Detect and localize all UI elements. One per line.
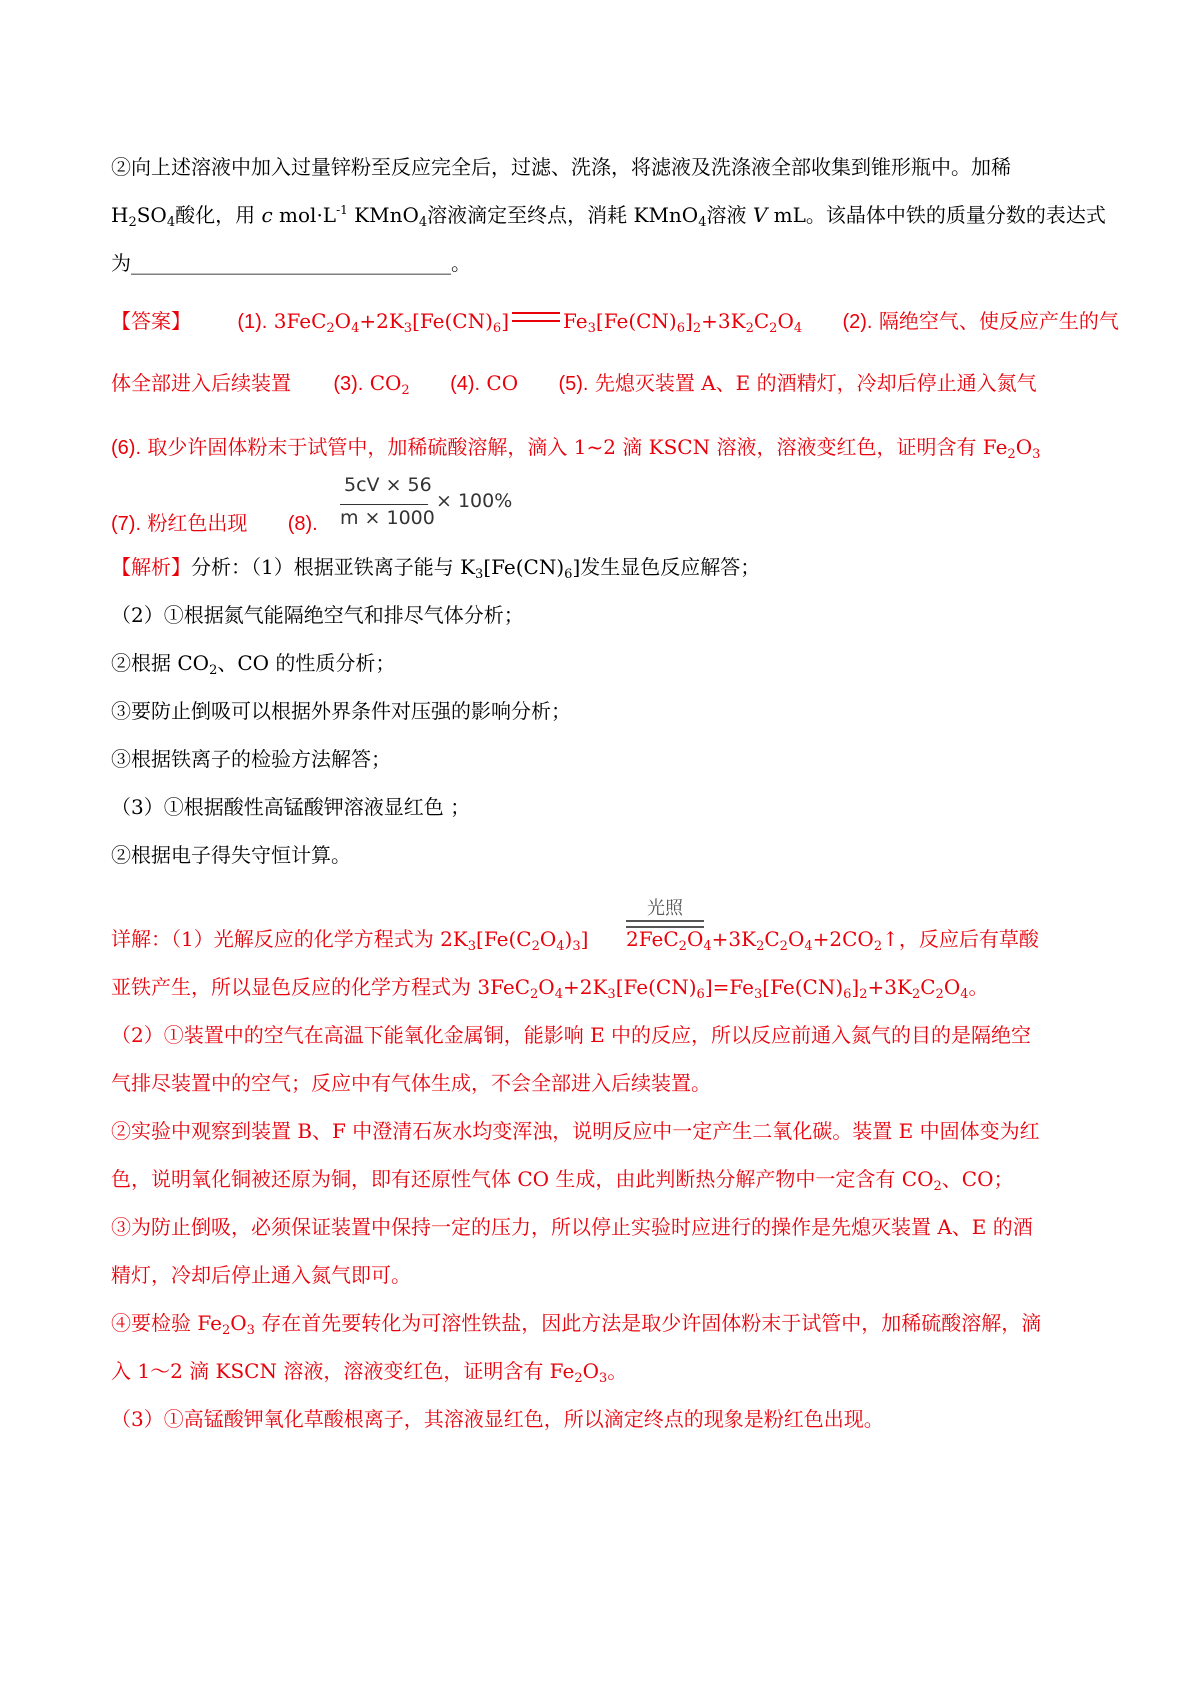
subscript: 2 (779, 939, 788, 954)
analysis-line-3: ②根据 $CO_2$、CO 的性质分析； (111, 651, 396, 678)
subscript: 3 (587, 321, 596, 336)
answer-1-equation-left: $3FeC_2O_4+2K_3[Fe(CN)_6]$ (273, 309, 509, 336)
answer-label: 【答案】 (111, 309, 191, 333)
formula-numerator: 5cV × 56 (344, 474, 432, 496)
detail-line-8: 精灯，冷却后停止通入氮气即可。 (111, 1263, 411, 1287)
detail-line-6: 色，说明氧化铜被还原为铜，即有还原性气体 CO 生成，由此判断热分解产物中一定含有 $CO_2$、CO； (111, 1167, 1014, 1194)
answer-line-3 (111, 432, 1040, 463)
analysis-line-6: （3）①根据酸性高锰酸钾溶液显红色 ； (111, 795, 471, 819)
subscript: 2 (574, 1371, 583, 1386)
detail-line-7: ③为防止倒吸，必须保证装置中保持一定的压力，所以停止实验时应进行的操作是先熄灭装置 A、E 的酒 (111, 1215, 1033, 1239)
detail-text: 详解：（1）光解反应的化学方程式为 $2K_3[Fe(C_2O_4)_3]$ (111, 927, 589, 954)
subscript: 2 (692, 321, 702, 336)
answer-line-1 (111, 306, 1119, 337)
answer-4-text: CO (486, 371, 519, 395)
subscript: 2 (326, 321, 335, 336)
q2-sup: -1 (336, 203, 348, 217)
subscript: 3 (1032, 447, 1041, 462)
answer-line-2 (111, 368, 1037, 399)
q2-part: mol·L (272, 203, 337, 227)
subscript: 3 (572, 939, 581, 954)
subscript: 2 (756, 939, 765, 954)
answer-6-text: 取少许固体粉末于试管中，加稀硫酸溶解，滴入 1~2 滴 KSCN 溶液，溶液变红色，证明含有 $Fe_2O_3$ (147, 435, 1041, 462)
q2-var-c: c (261, 203, 273, 227)
q2-sub: 4 (418, 215, 428, 230)
subscript: 2 (769, 321, 778, 336)
subscript: 2 (911, 987, 921, 1002)
q2-part: 溶液滴定至终点，消耗 KMnO (427, 203, 699, 227)
answer-7-text: 粉红色出现 (147, 511, 248, 535)
subscript: 6 (564, 567, 573, 582)
q2-sub: 2 (128, 215, 137, 230)
question-line-1: ②向上述溶液中加入过量锌粉至反应完全后，过滤、洗涤，将滤液及洗涤液全部收集到锥形瓶中。加稀 (111, 155, 1011, 179)
subscript: 6 (843, 987, 852, 1002)
answer-3-text: $CO_2$ (369, 371, 410, 398)
subscript: 4 (703, 939, 712, 954)
subscript: 6 (696, 987, 705, 1002)
subscript: 6 (676, 321, 686, 336)
answer-5-number: (5). (558, 373, 589, 395)
detail-line-10: 入 1～2 滴 KSCN 溶液，溶液变红色，证明含有 $Fe_2O_3$。 (111, 1359, 628, 1386)
subscript: 3 (467, 939, 477, 954)
answer-2-text: 隔绝空气、使反应产生的气 (878, 309, 1119, 333)
subscript: 4 (351, 321, 360, 336)
subscript: 2 (530, 987, 539, 1002)
subscript: 3 (607, 987, 616, 1002)
formula-denominator: m × 1000 (340, 507, 435, 529)
q2-part: SO (136, 203, 167, 227)
subscript: 3 (475, 567, 484, 582)
q2-sub: 4 (698, 215, 707, 230)
detail-text: $2FeC_2O_4+3K_2C_2O_4+2CO_2↑$，反应后有草酸 (626, 927, 1039, 954)
subscript: 6 (492, 321, 502, 336)
reaction-condition-label: 光照 (647, 898, 683, 919)
subscript: 3 (246, 1323, 255, 1338)
subscript: 4 (804, 939, 813, 954)
q2-var-v: V (752, 203, 768, 227)
analysis-line-5: ③根据铁离子的检验方法解答； (111, 747, 391, 771)
answer-5-text: 先熄灭装置 A、E 的酒精灯，冷却后停止通入氮气 (594, 371, 1037, 395)
subscript: 2 (859, 987, 868, 1002)
analysis-line-7: ②根据电子得失守恒计算。 (111, 843, 351, 867)
subscript: 4 (960, 987, 969, 1002)
detail-line-1 (111, 924, 1039, 954)
q2-part: 酸化，用 (175, 203, 262, 227)
subscript: 2 (401, 383, 410, 398)
detail-line-4: 气排尽装置中的空气；反应中有气体生成，不会全部进入后续装置。 (111, 1071, 711, 1095)
question-line-2 (111, 200, 1106, 230)
subscript: 2 (935, 987, 944, 1002)
subscript: 3 (754, 987, 763, 1002)
answer-2-number: (2). (842, 311, 873, 333)
answer-7-number: (7). (111, 513, 141, 535)
detail-line-11: （3）①高锰酸钾氧化草酸根离子，其溶液显红色，所以滴定终点的现象是粉红色出现。 (111, 1407, 884, 1431)
detail-line-2: 亚铁产生，所以显色反应的化学方程式为 $3FeC_2O_4+2K_3[Fe(CN)_6]=Fe_3[Fe(CN)_6]_2+3K_2C_2O_4$。 (111, 975, 989, 1002)
answer-6-number: (6). (111, 437, 141, 459)
subscript: 2 (531, 939, 540, 954)
subscript: 2 (209, 663, 218, 678)
detail-line-3: （2）①装置中的空气在高温下能氧化金属铜，能影响 E 中的反应，所以反应前通入氮气的目的是隔绝空 (111, 1023, 1032, 1047)
formula-fraction-bar (340, 504, 428, 505)
detail-line-5: ②实验中观察到装置 B、F 中澄清石灰水均变浑浊，说明反应中一定产生二氧化碳。装置 E 中固体变为红 (111, 1119, 1040, 1143)
subscript: 2 (678, 939, 687, 954)
answer-8-number: (8). (287, 513, 318, 535)
answer-2-text-cont: 体全部进入后续装置 (111, 371, 291, 395)
q2-sub: 4 (166, 215, 176, 230)
subscript: 3 (599, 1371, 608, 1386)
subscript: 2 (933, 1179, 942, 1194)
answer-3-number: (3). (333, 373, 364, 395)
analysis-line-4: ③要防止倒吸可以根据外界条件对压强的影响分析； (111, 699, 571, 723)
subscript: 2 (221, 1323, 231, 1338)
analysis-line-2: （2）①根据氮气能隔绝空气和排尽气体分析； (111, 603, 524, 627)
q2-part: H (111, 203, 129, 227)
question-line-3: 为________________________________。 (111, 251, 471, 275)
analysis-text: 分析：（1）根据亚铁离子能与 $K_3[Fe(CN)_6]$发生显色反应解答； (191, 555, 761, 582)
subscript: 4 (793, 321, 803, 336)
subscript: 2 (1007, 447, 1016, 462)
subscript: 4 (554, 987, 563, 1002)
subscript: 2 (745, 321, 754, 336)
formula-suffix: × 100% (436, 490, 513, 512)
subscript: 2 (873, 939, 883, 954)
analysis-label: 【解析】 (111, 555, 191, 579)
detail-line-9: ④要检验 $Fe_2O_3$ 存在首先要转化为可溶性铁盐，因此方法是取少许固体粉末于试管中，加稀硫酸溶解，滴 (111, 1311, 1042, 1338)
q2-part: KMnO (347, 203, 419, 227)
subscript: 3 (403, 321, 413, 336)
equation-double-line (512, 312, 560, 322)
analysis-line-1 (111, 552, 760, 582)
q2-part: 溶液 (706, 203, 753, 227)
answer-4-number: (4). (450, 373, 481, 395)
answer-1-number: (1). (237, 311, 268, 333)
answer-1-equation-right: $Fe_3[Fe(CN)_6]_2+3K_2C_2O_4$ (563, 309, 803, 336)
q2-part: mL。该晶体中铁的质量分数的表达式 (767, 203, 1106, 227)
subscript: 4 (556, 939, 565, 954)
answer-line-4 (111, 508, 318, 539)
